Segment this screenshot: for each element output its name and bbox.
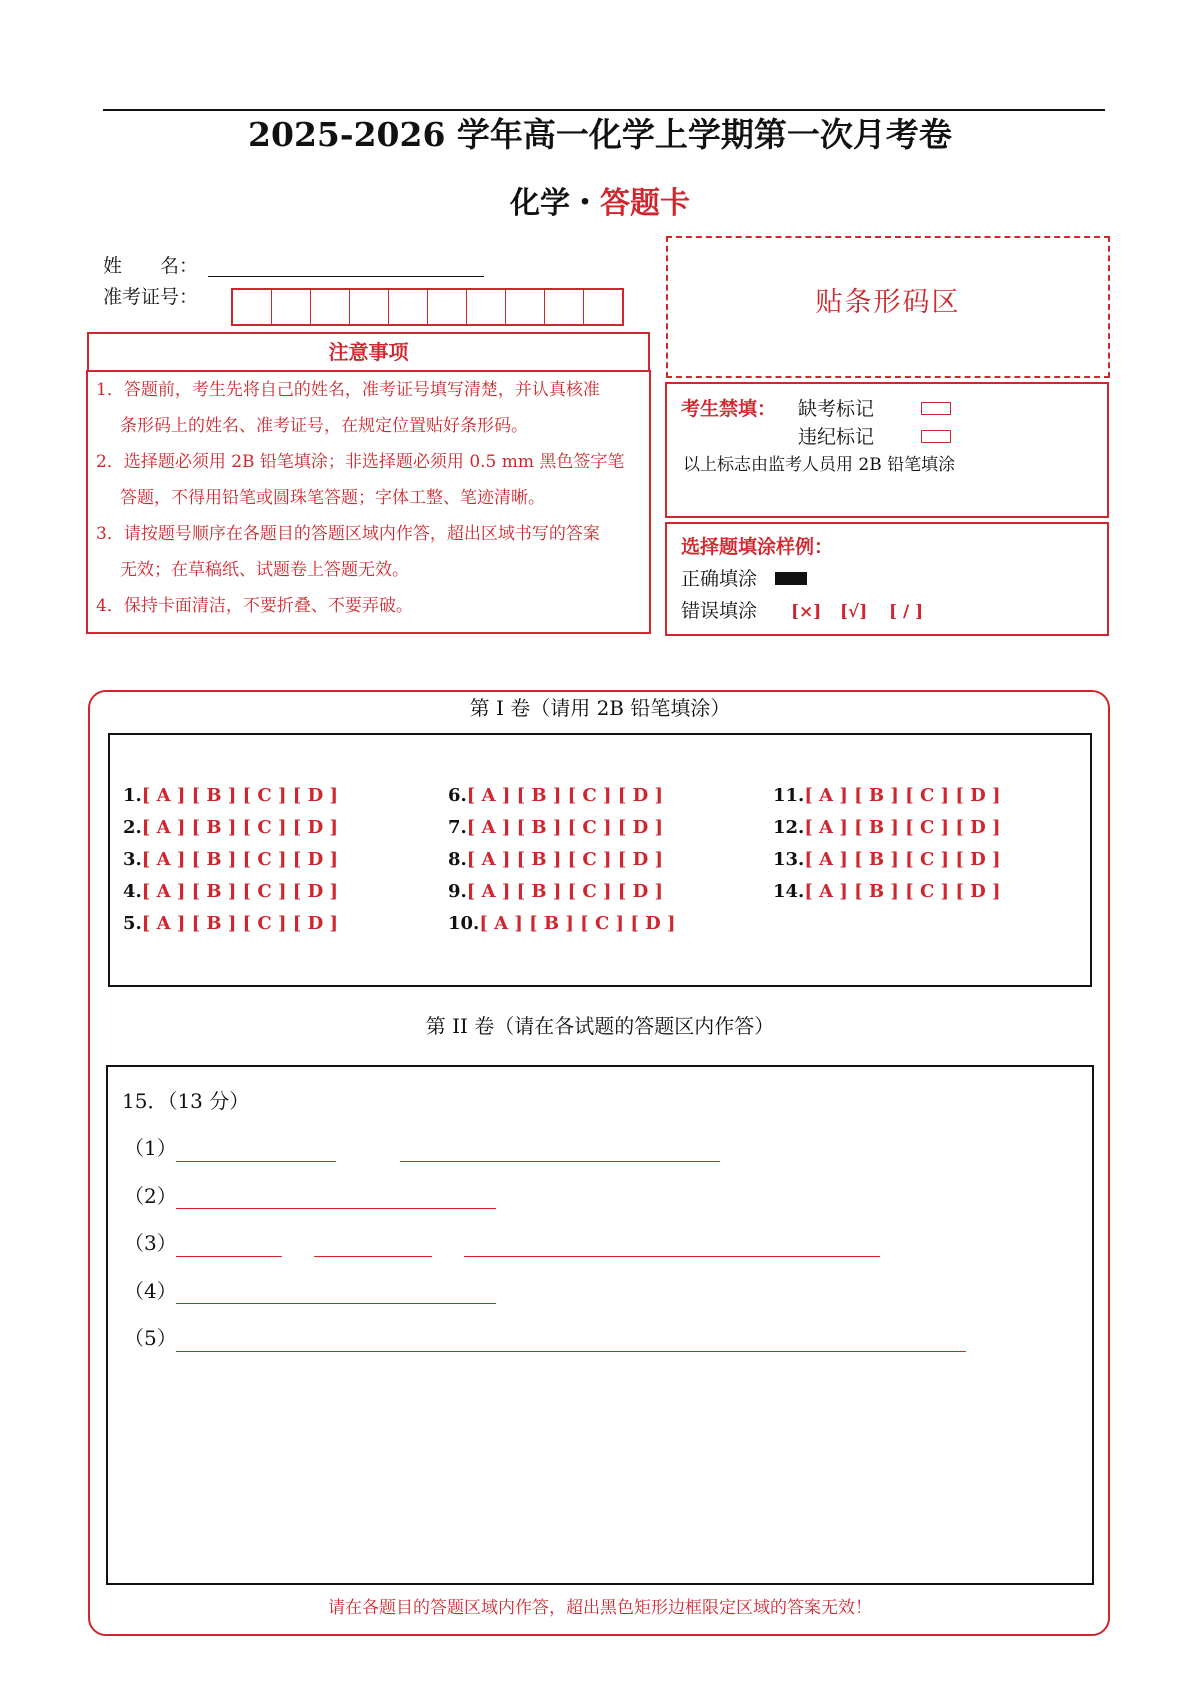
choice-options[interactable]: [ A ] [ B ] [ C ] [ D ] (466, 785, 663, 806)
choice-options[interactable]: [ A ] [ B ] [ C ] [ D ] (141, 913, 338, 934)
notice-line: 无效；在草稿纸、试题卷上答题无效。 (120, 560, 409, 580)
open-answer-section (106, 1065, 1094, 1585)
correct-fill-label: 正确填涂 (681, 568, 758, 590)
answer-line[interactable] (400, 1161, 720, 1162)
absent-mark-box[interactable] (921, 402, 951, 415)
question-number: 6. (448, 785, 467, 806)
question-number: 12. (773, 817, 805, 838)
answer-line[interactable] (176, 1303, 496, 1304)
choice-options[interactable]: [ A ] [ B ] [ C ] [ D ] (466, 881, 663, 902)
absent-mark-label: 缺考标记 (798, 398, 875, 420)
part1-title: 第 I 卷（请用 2B 铅笔填涂） (469, 696, 731, 720)
correct-fill-sample (775, 572, 807, 585)
question-number: 1. (123, 785, 142, 806)
id-cell[interactable] (428, 290, 467, 324)
choice-row[interactable] (773, 849, 1001, 871)
page-title: 2025-2026 学年高一化学上学期第一次月考卷 (248, 115, 952, 154)
forbidden-note: 以上标志由监考人员用 2B 铅笔填涂 (683, 455, 956, 475)
top-rule (103, 109, 1105, 111)
question-number: 2. (123, 817, 142, 838)
notice-box (86, 370, 651, 634)
wrong-mark-check: [√] (840, 602, 868, 622)
choice-options[interactable]: [ A ] [ B ] [ C ] [ D ] (141, 817, 338, 838)
choice-row[interactable] (123, 913, 338, 935)
id-cell[interactable] (506, 290, 545, 324)
choice-row[interactable] (448, 913, 676, 935)
part2-title: 第 II 卷（请在各试题的答题区内作答） (425, 1014, 775, 1038)
sample-label: 选择题填涂样例： (681, 536, 834, 558)
question-number: 14. (773, 881, 805, 902)
id-number-grid[interactable] (231, 288, 624, 326)
notice-line: 3．请按题号顺序在各题目的答题区域内作答，超出区域书写的答案 (96, 524, 600, 544)
notice-line: 答题，不得用铅笔或圆珠笔答题；字体工整、笔迹清晰。 (120, 488, 545, 508)
violation-mark-box[interactable] (921, 430, 951, 443)
fill-sample-box (665, 522, 1109, 636)
question-number: 4. (123, 881, 142, 902)
question-15-heading: 15．（13 分） (122, 1089, 250, 1113)
choice-row[interactable] (123, 785, 338, 807)
violation-mark-label: 违纪标记 (798, 426, 875, 448)
question-number: 10. (448, 913, 480, 934)
id-cell[interactable] (272, 290, 311, 324)
choice-row[interactable] (448, 785, 663, 807)
notice-line: 1．答题前，考生先将自己的姓名，准考证号填写清楚，并认真核准 (96, 380, 600, 400)
question-number: 5. (123, 913, 142, 934)
choice-row[interactable] (773, 881, 1001, 903)
id-cell[interactable] (584, 290, 622, 324)
question-number: 3. (123, 849, 142, 870)
sub-question-label: （1） (124, 1136, 177, 1160)
id-cell[interactable] (545, 290, 584, 324)
id-cell[interactable] (467, 290, 506, 324)
notice-line: 4．保持卡面清洁，不要折叠、不要弄破。 (96, 596, 413, 616)
wrong-mark-cross: [×] (791, 602, 822, 622)
notice-line: 2．选择题必须用 2B 铅笔填涂；非选择题必须用 0.5 mm 黑色签字笔 (96, 452, 625, 472)
choice-options[interactable]: [ A ] [ B ] [ C ] [ D ] (804, 849, 1001, 870)
choice-row[interactable] (448, 849, 663, 871)
choice-options[interactable]: [ A ] [ B ] [ C ] [ D ] (466, 849, 663, 870)
answer-line[interactable] (464, 1256, 880, 1257)
choice-options[interactable]: [ A ] [ B ] [ C ] [ D ] (466, 817, 663, 838)
examinee-forbidden-box (665, 382, 1109, 518)
choice-options[interactable]: [ A ] [ B ] [ C ] [ D ] (804, 817, 1001, 838)
notice-line: 条形码上的姓名、准考证号，在规定位置贴好条形码。 (120, 416, 528, 436)
footer-warning: 请在各题目的答题区域内作答，超出黑色矩形边框限定区域的答案无效！ (328, 1598, 872, 1618)
id-cell[interactable] (311, 290, 350, 324)
barcode-area[interactable]: 贴条形码区 (666, 236, 1110, 378)
choice-row[interactable] (773, 817, 1001, 839)
choice-options[interactable]: [ A ] [ B ] [ C ] [ D ] (479, 913, 676, 934)
wrong-mark-slash: [ / ] (889, 602, 924, 622)
id-cell[interactable] (350, 290, 389, 324)
name-field[interactable] (208, 276, 484, 277)
choice-options[interactable]: [ A ] [ B ] [ C ] [ D ] (141, 881, 338, 902)
wrong-fill-label: 错误填涂 (681, 600, 758, 622)
answer-line[interactable] (176, 1351, 966, 1352)
notice-heading: 注意事项 (87, 332, 650, 372)
choice-row[interactable] (123, 817, 338, 839)
answer-line[interactable] (176, 1208, 496, 1209)
card-subtitle (0, 182, 1200, 226)
answer-line[interactable] (314, 1256, 432, 1257)
question-number: 8. (448, 849, 467, 870)
subtitle-subject: 化学・ (510, 186, 600, 221)
question-number: 11. (773, 785, 805, 806)
sub-question-label: （3） (124, 1231, 177, 1255)
forbidden-label: 考生禁填： (681, 398, 777, 420)
id-label: 准考证号： (103, 286, 199, 308)
answer-line[interactable] (176, 1161, 336, 1162)
choice-row[interactable] (448, 881, 663, 903)
choice-row[interactable] (448, 817, 663, 839)
sub-question-label: （4） (124, 1279, 177, 1303)
name-label: 姓 名： (103, 255, 199, 277)
choice-options[interactable]: [ A ] [ B ] [ C ] [ D ] (141, 849, 338, 870)
choice-row[interactable] (123, 881, 338, 903)
sub-question-label: （2） (124, 1184, 177, 1208)
choice-options[interactable]: [ A ] [ B ] [ C ] [ D ] (804, 785, 1001, 806)
choice-row[interactable] (123, 849, 338, 871)
id-cell[interactable] (233, 290, 272, 324)
answer-line[interactable] (176, 1256, 282, 1257)
question-number: 13. (773, 849, 805, 870)
question-number: 7. (448, 817, 467, 838)
id-cell[interactable] (389, 290, 428, 324)
subtitle-answer-card: 答题卡 (600, 186, 690, 221)
choice-options[interactable]: [ A ] [ B ] [ C ] [ D ] (804, 881, 1001, 902)
choice-options[interactable]: [ A ] [ B ] [ C ] [ D ] (141, 785, 338, 806)
choice-row[interactable] (773, 785, 1001, 807)
question-number: 9. (448, 881, 467, 902)
sub-question-label: （5） (124, 1326, 177, 1350)
